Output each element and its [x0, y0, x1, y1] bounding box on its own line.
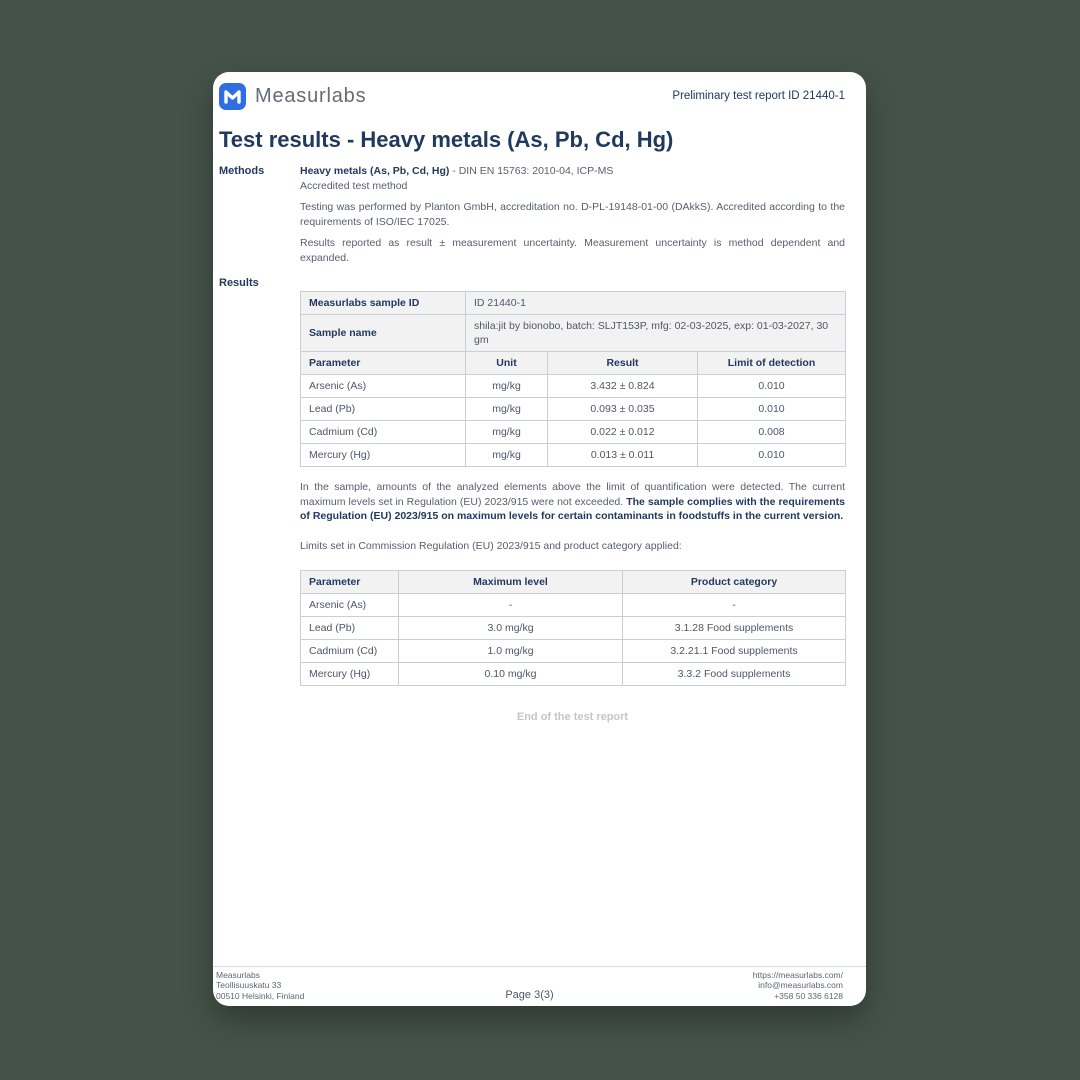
lod-cell: 0.010	[698, 375, 846, 398]
limits-table	[300, 570, 846, 686]
parameter-cell: Mercury (Hg)	[301, 444, 466, 467]
sample-id-row	[301, 292, 846, 315]
page-title: Test results - Heavy metals (As, Pb, Cd, Hg)	[219, 127, 674, 152]
table-row	[301, 398, 846, 421]
method-name: Heavy metals (As, Pb, Cd, Hg)	[300, 165, 450, 177]
lod-cell: 0.010	[698, 444, 846, 467]
unit-cell: mg/kg	[466, 421, 548, 444]
limits-table-header-row	[301, 571, 846, 594]
lod-cell: 0.010	[698, 398, 846, 421]
parameter-cell: Cadmium (Cd)	[301, 640, 399, 663]
report-header	[219, 82, 845, 110]
results-table-header-row	[301, 352, 846, 375]
result-cell: 0.022 ± 0.012	[548, 421, 698, 444]
results-header-lod: Limit of detection	[698, 352, 846, 375]
max-level-cell: -	[399, 594, 623, 617]
footer-address-line2: 00510 Helsinki, Finland	[216, 990, 305, 1001]
result-cell: 0.093 ± 0.035	[548, 398, 698, 421]
product-category-cell: 3.2.21.1 Food supplements	[623, 640, 846, 663]
footer-contact-block	[554, 970, 843, 1002]
results-header-parameter: Parameter	[301, 352, 466, 375]
sample-id-label: Measurlabs sample ID	[301, 292, 466, 315]
footer-company: Measurlabs	[216, 969, 260, 980]
table-row	[301, 594, 846, 617]
product-category-cell: 3.1.28 Food supplements	[623, 617, 846, 640]
product-category-cell: -	[623, 594, 846, 617]
performed-by-paragraph: Testing was performed by Planton GmbH, accreditation no. D-PL-19148-01-00 (DAkkS). Accredited according to the requirements of ISO/IEC 17025.	[300, 201, 845, 228]
uncertainty-paragraph: Results reported as result ± measurement uncertainty. Measurement uncertainty is method dependent and expanded.	[300, 237, 845, 264]
report-page	[213, 72, 866, 1006]
limits-header-max-level: Maximum level	[399, 571, 623, 594]
table-row	[301, 663, 846, 686]
parameter-cell: Arsenic (As)	[301, 375, 466, 398]
product-category-cell: 3.3.2 Food supplements	[623, 663, 846, 686]
limits-header-parameter: Parameter	[301, 571, 399, 594]
sample-id-value: ID 21440-1	[466, 292, 846, 315]
results-header-result: Result	[548, 352, 698, 375]
report-footer	[213, 966, 866, 1007]
report-id-label: Preliminary test report ID 21440-1	[672, 90, 845, 102]
footer-address-line1: Teollisuuskatu 33	[216, 980, 282, 990]
report-content	[213, 72, 866, 723]
conclusion-paragraph	[300, 480, 845, 524]
end-of-report-note: End of the test report	[516, 711, 629, 723]
footer-phone: +358 50 336 6128	[774, 990, 843, 1001]
measurlabs-logo-icon	[219, 83, 246, 110]
method-title-line	[300, 164, 845, 179]
limits-intro: Limits set in Commission Regulation (EU) 2023/915 and product category applied:	[300, 539, 682, 552]
max-level-cell: 0.10 mg/kg	[399, 663, 623, 686]
conclusion-bold: The sample complies with the requirements of Regulation (EU) 2023/915 on maximum levels for certain contaminants in foodstuffs in the current version.	[300, 495, 845, 522]
accreditation-note: Accredited test method	[300, 179, 408, 192]
table-row	[301, 444, 846, 467]
methods-content	[300, 164, 845, 265]
footer-email: info@measurlabs.com	[758, 980, 843, 990]
footer-address-block	[216, 970, 505, 1002]
unit-cell: mg/kg	[466, 375, 548, 398]
results-label: Results	[219, 277, 259, 289]
method-detail: - DIN EN 15763: 2010-04, ICP-MS	[452, 165, 614, 177]
table-row	[301, 421, 846, 444]
results-section	[219, 276, 845, 723]
lod-cell: 0.008	[698, 421, 846, 444]
sample-name-row	[301, 315, 846, 352]
parameter-cell: Arsenic (As)	[301, 594, 399, 617]
footer-website: https://measurlabs.com/	[752, 969, 843, 980]
result-cell: 3.432 ± 0.824	[548, 375, 698, 398]
result-cell: 0.013 ± 0.011	[548, 444, 698, 467]
max-level-cell: 3.0 mg/kg	[399, 617, 623, 640]
unit-cell: mg/kg	[466, 444, 548, 467]
results-header-unit: Unit	[466, 352, 548, 375]
table-row	[301, 375, 846, 398]
parameter-cell: Lead (Pb)	[301, 617, 399, 640]
table-row	[301, 640, 846, 663]
results-table	[300, 291, 846, 467]
methods-label: Methods	[219, 165, 265, 177]
table-row	[301, 617, 846, 640]
conclusion-regular: In the sample, amounts of the analyzed elements above the limit of quantification were detected. The current maximum levels set in Regulation (EU) 2023/915 were not exceeded.	[300, 481, 845, 508]
parameter-cell: Mercury (Hg)	[301, 663, 399, 686]
parameter-cell: Lead (Pb)	[301, 398, 466, 421]
limits-header-product-category: Product category	[623, 571, 846, 594]
unit-cell: mg/kg	[466, 398, 548, 421]
sample-name-label: Sample name	[301, 315, 466, 352]
brand-name: Measurlabs	[255, 84, 367, 107]
page-number: Page 3(3)	[505, 989, 554, 1001]
parameter-cell: Cadmium (Cd)	[301, 421, 466, 444]
brand	[219, 83, 366, 110]
methods-section	[219, 164, 845, 265]
results-content	[300, 276, 845, 723]
sample-name-value: shila:jit by bionobo, batch: SLJT153P, mfg: 02-03-2025, exp: 01-03-2027, 30 gm	[466, 315, 846, 352]
max-level-cell: 1.0 mg/kg	[399, 640, 623, 663]
